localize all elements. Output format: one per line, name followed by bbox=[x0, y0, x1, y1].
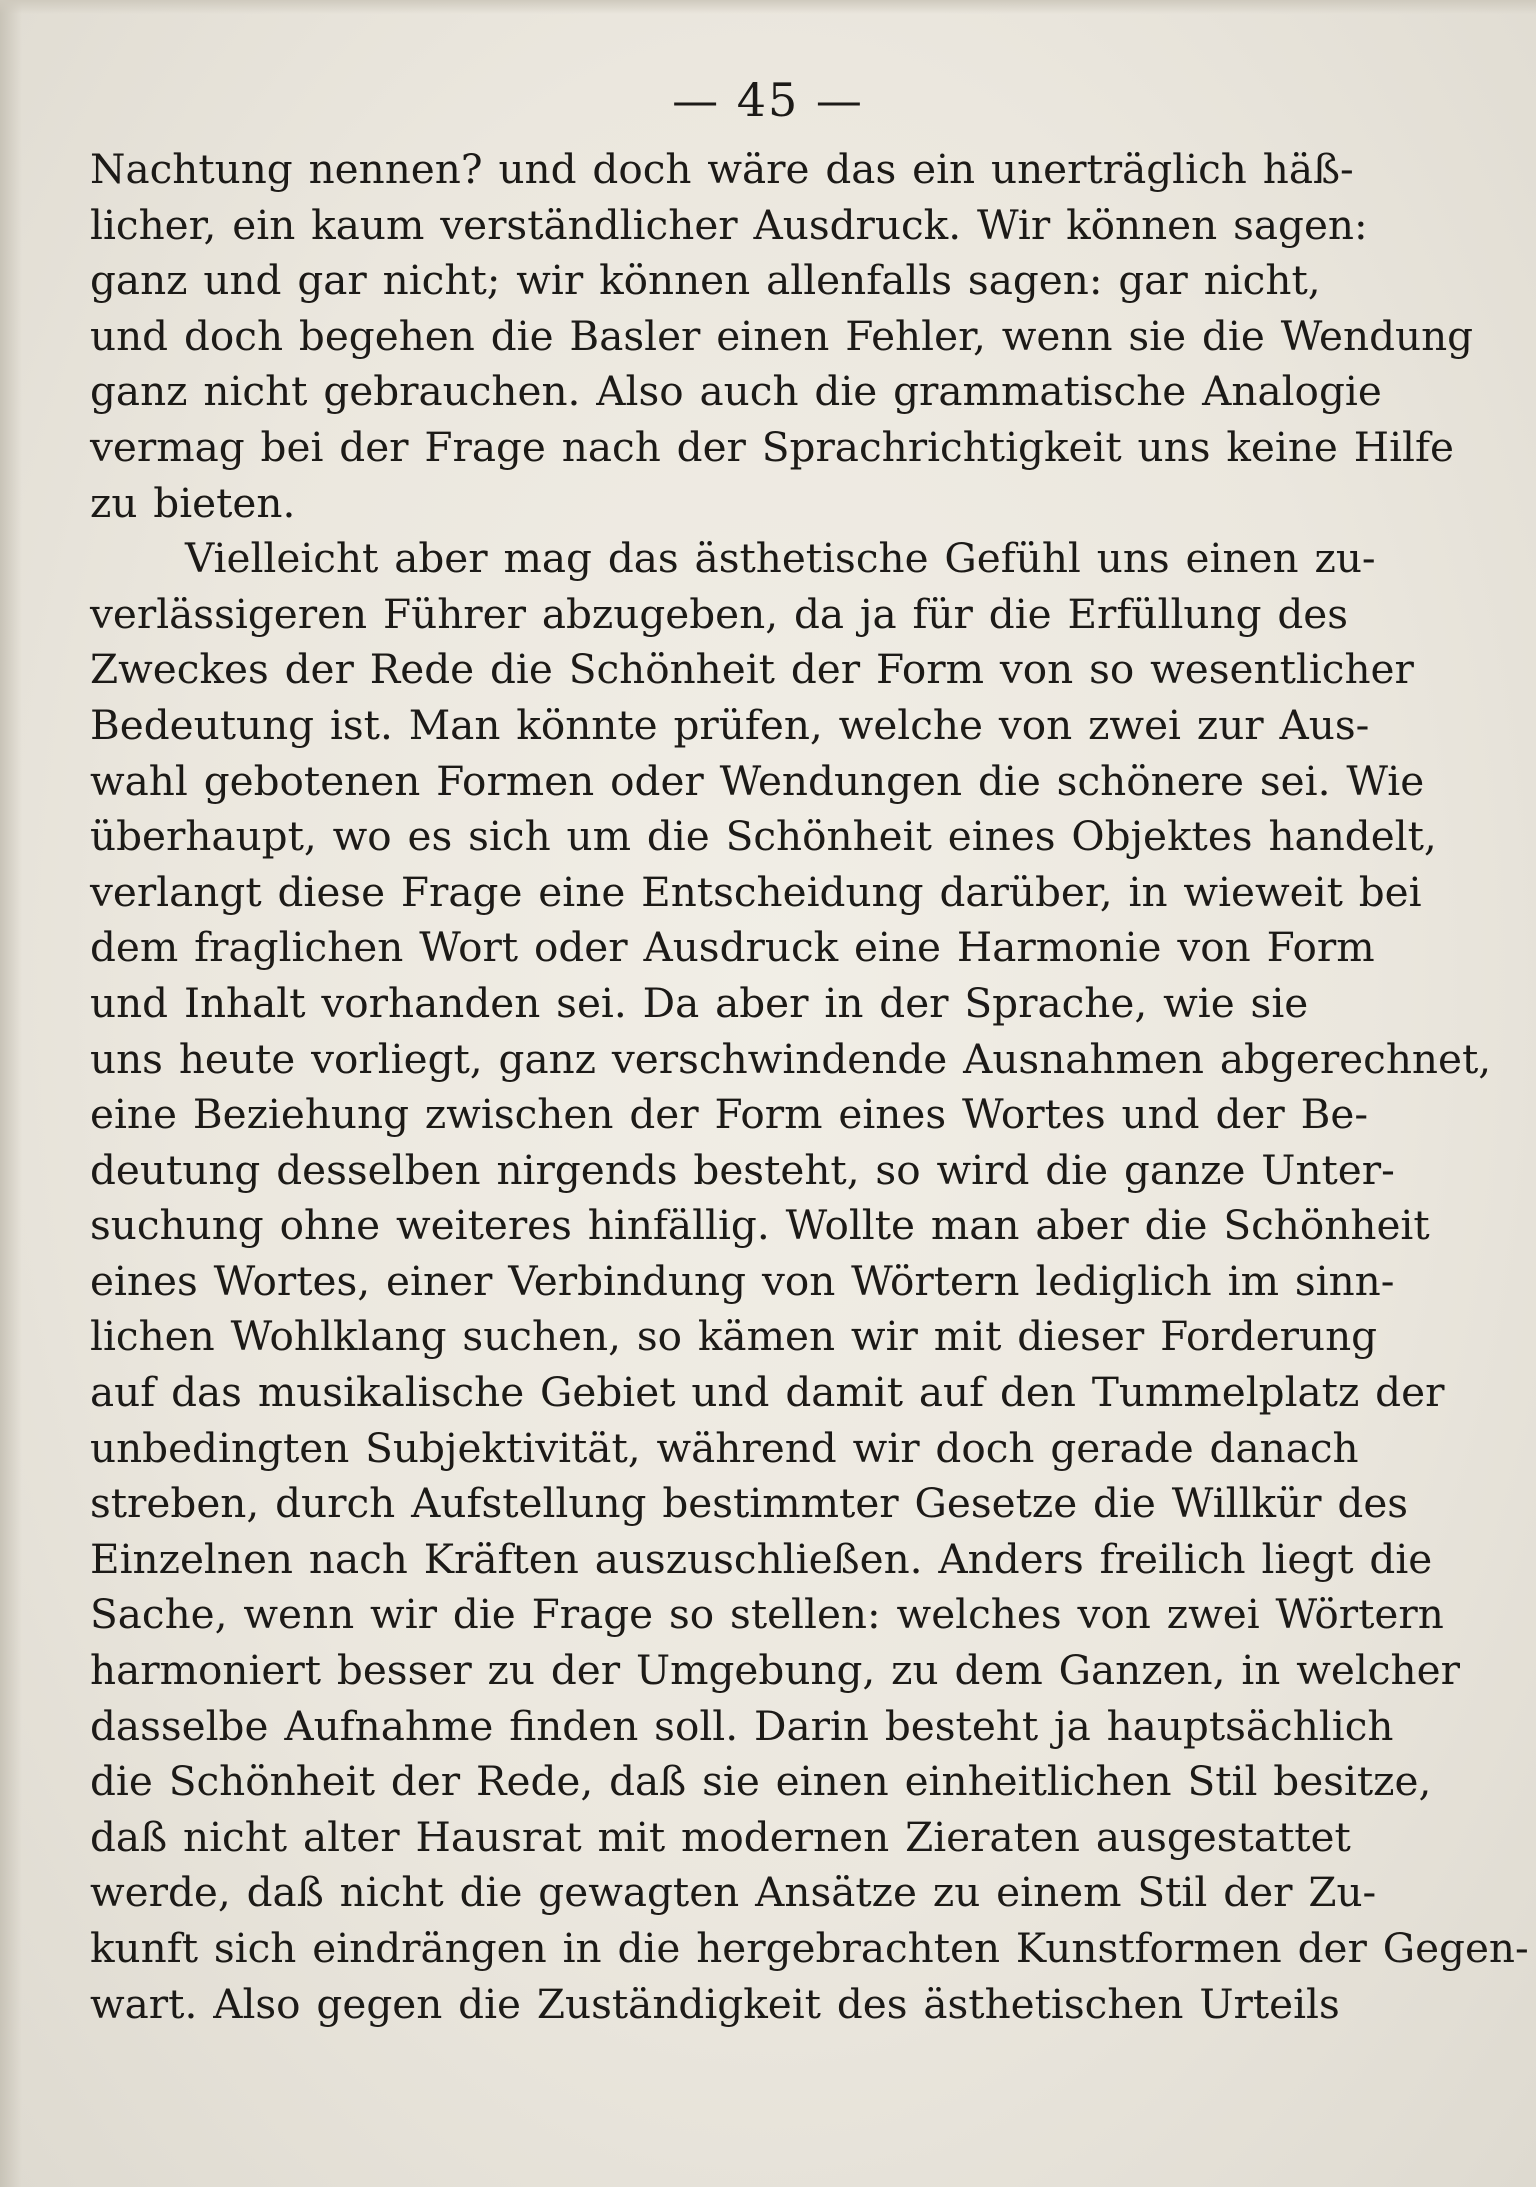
text-line: unbedingten Subjektivität, während wir doch gerade danach bbox=[90, 1423, 1359, 1472]
text-line: daß nicht alter Hausrat mit modernen Zieraten ausgestattet bbox=[90, 1812, 1351, 1861]
text-line: wart. Also gegen die Zuständigkeit des ästhetischen Urteils bbox=[90, 1979, 1340, 2028]
text-line: werde, daß nicht die gewagten Ansätze zu einem Stil der Zu- bbox=[90, 1868, 1377, 1917]
text-line: eines Wortes, einer Verbindung von Wörtern lediglich im sinn- bbox=[90, 1256, 1395, 1305]
text-line: ganz und gar nicht; wir können allenfalls sagen: gar nicht, bbox=[90, 256, 1321, 305]
text-line: überhaupt, wo es sich um die Schönheit eines Objektes handelt, bbox=[90, 812, 1437, 861]
text-line: verlässigeren Führer abzugeben, da ja für die Erfüllung des bbox=[90, 589, 1349, 638]
page-top-shadow bbox=[0, 0, 1536, 14]
text-line: wahl gebotenen Formen oder Wendungen die schönere sei. Wie bbox=[90, 756, 1425, 805]
text-line: licher, ein kaum verständlicher Ausdruck. Wir können sagen: bbox=[90, 200, 1368, 249]
text-line: Bedeutung ist. Man könnte prüfen, welche von zwei zur Aus- bbox=[90, 700, 1370, 749]
text-line: verlangt diese Frage eine Entscheidung darüber, in wieweit bei bbox=[90, 867, 1422, 916]
text-line: streben, durch Aufstellung bestimmter Gesetze die Willkür des bbox=[90, 1479, 1409, 1528]
text-line: vermag bei der Frage nach der Sprachrichtigkeit uns keine Hilfe bbox=[90, 422, 1454, 471]
text-line: Zweckes der Rede die Schönheit der Form von so wesentlicher bbox=[90, 645, 1414, 694]
text-line: Nachtung nennen? und doch wäre das ein unerträglich häß- bbox=[90, 145, 1354, 193]
text-line: und Inhalt vorhanden sei. Da aber in der Sprache, wie sie bbox=[90, 978, 1309, 1027]
text-line: Einzelnen nach Kräften auszuschließen. Anders freilich liegt die bbox=[90, 1534, 1433, 1583]
text-line: auf das musikalische Gebiet und damit auf den Tummelplatz der bbox=[90, 1368, 1445, 1417]
body-text bbox=[90, 142, 1529, 2032]
text-line: uns heute vorliegt, ganz verschwindende Ausnahmen abgerechnet, bbox=[90, 1034, 1492, 1083]
text-line: dasselbe Aufnahme finden soll. Darin besteht ja hauptsächlich bbox=[90, 1701, 1394, 1750]
text-line: die Schönheit der Rede, daß sie einen einheitlichen Stil besitze, bbox=[90, 1757, 1432, 1806]
text-line: suchung ohne weiteres hinfällig. Wollte man aber die Schönheit bbox=[90, 1201, 1430, 1250]
text-line: dem fraglichen Wort oder Ausdruck eine Harmonie von Form bbox=[90, 923, 1375, 972]
page-edge-shadow bbox=[0, 0, 22, 2187]
text-line: deutung desselben nirgends besteht, so wird die ganze Unter- bbox=[90, 1145, 1395, 1194]
text-line: Vielleicht aber mag das ästhetische Gefühl uns einen zu- bbox=[185, 534, 1376, 583]
text-line: ganz nicht gebrauchen. Also auch die grammatische Analogie bbox=[90, 367, 1382, 416]
text-line: zu bieten. bbox=[90, 478, 296, 527]
text-line: Sache, wenn wir die Frage so stellen: welches von zwei Wörtern bbox=[90, 1590, 1444, 1639]
page-number-header: — 45 — bbox=[672, 73, 864, 127]
text-line: lichen Wohlklang suchen, so kämen wir mit dieser Forderung bbox=[90, 1312, 1378, 1361]
text-line: kunft sich eindrängen in die hergebrachten Kunstformen der Gegen- bbox=[90, 1924, 1529, 1972]
text-line: eine Beziehung zwischen der Form eines Wortes und der Be- bbox=[90, 1090, 1369, 1139]
text-line: und doch begehen die Basler einen Fehler, wenn sie die Wendung bbox=[90, 311, 1474, 360]
text-line: harmoniert besser zu der Umgebung, zu dem Ganzen, in welcher bbox=[90, 1646, 1460, 1695]
